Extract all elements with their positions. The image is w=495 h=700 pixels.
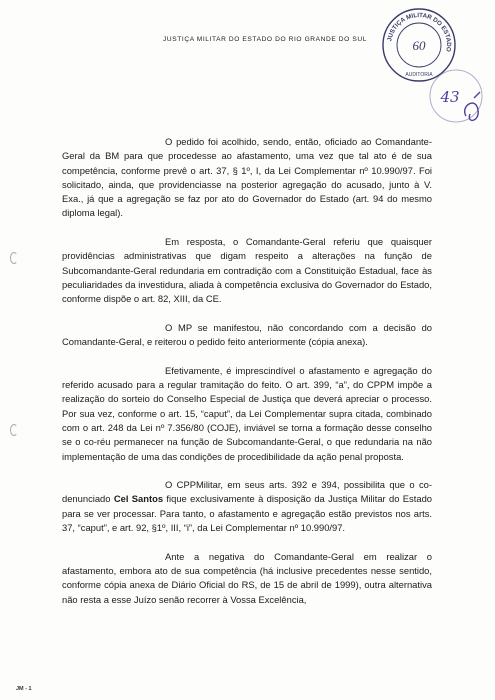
paragraph: Ante a negativa do Comandante-Geral em realizar o afastamento, embora ato de sua competência (há inclusive precedentes nesse sentido, conforme cópia anexa de Diário Oficial do RS, de 15 de abril de 1999), outra alternativa não resta a esse Juízo senão recorrer à Vossa Excelência, (62, 550, 432, 605)
punch-mark (10, 252, 18, 264)
defendant-name: Cel Santos (113, 493, 164, 505)
paragraph-text: O CPPMilitar, em seus arts. 392 e 394, possibilita que o co-denunciado (62, 479, 432, 505)
form-code: JM - 1 (16, 686, 32, 692)
paragraph-text: fique exclusivamente à disposição da Justiça Militar do Estado para se ver processar. Para tanto, o afastamento e agregação estão previstos nos arts. 37, “caput”, e art. 92, §1º, III, “i”, da Lei Complementar nº 10.990/97. (62, 493, 432, 534)
page-number-stamp-icon (426, 58, 495, 128)
paragraph: Em resposta, o Comandante-Geral referiu que quaisquer providências administrativas que digam respeito a alterações na função de Subcomandante-Geral redundaria em contradição com a Constituição Estadual, face às peculiaridades da investidura, aliada à competência exclusiva do Governador do Estado, conforme dispõe o art. 82, XIII, da CE. (62, 236, 432, 305)
seal-ring-text: JUSTIÇA MILITAR DO ESTADO (386, 11, 453, 53)
paragraph: O MP se manifestou, não concordando com a decisão do Comandante-Geral, e reiterou o pedido feito anteriormente (cópia anexa). (62, 321, 432, 348)
document-body (62, 135, 432, 607)
paragraph (62, 478, 432, 535)
paragraph: Efetivamente, é imprescindível o afastamento e agregação do referido acusado para a regular tramitação do feito. O art. 399, “a”, do CPPM impõe a realização do sorteio do Conselho Especial de Justiça que deverá apreciar o processo. Por sua vez, conforme o art. 15, “caput”, da Lei Complementar supra citada, combinado com o art. 248 da Lei nº 7.356/80 (COJE), inviável se torna a formação desse conselho se o co-réu permanecer na função de Subcomandante-Geral, o que redundaria na não implementação de uma das condições de procedibilidade da ação penal proposta. (62, 364, 432, 462)
handwritten-page-number: 43 (440, 88, 460, 106)
seal-center-number: 60 (412, 38, 426, 53)
paragraph: O pedido foi acolhido, sendo, então, oficiado ao Comandante-Geral da BM para que procedesse ao afastamento, uma vez que tal ato é de sua competência, conforme prevê o art. 37, § 1º, I, da Lei Complementar nº 10.990/97. Foi solicitado, ainda, que providenciasse na posterior agregação do acusado, junto à V. Exa., já que a agregação se faz por ato do Governador do Estado (art. 94 do mesmo diploma legal). (62, 136, 432, 219)
seal-bottom-text: AUDITORIA (405, 72, 433, 78)
institution-header: JUSTIÇA MILITAR DO ESTADO DO RIO GRANDE DO SUL (163, 36, 367, 43)
punch-mark (10, 424, 18, 436)
